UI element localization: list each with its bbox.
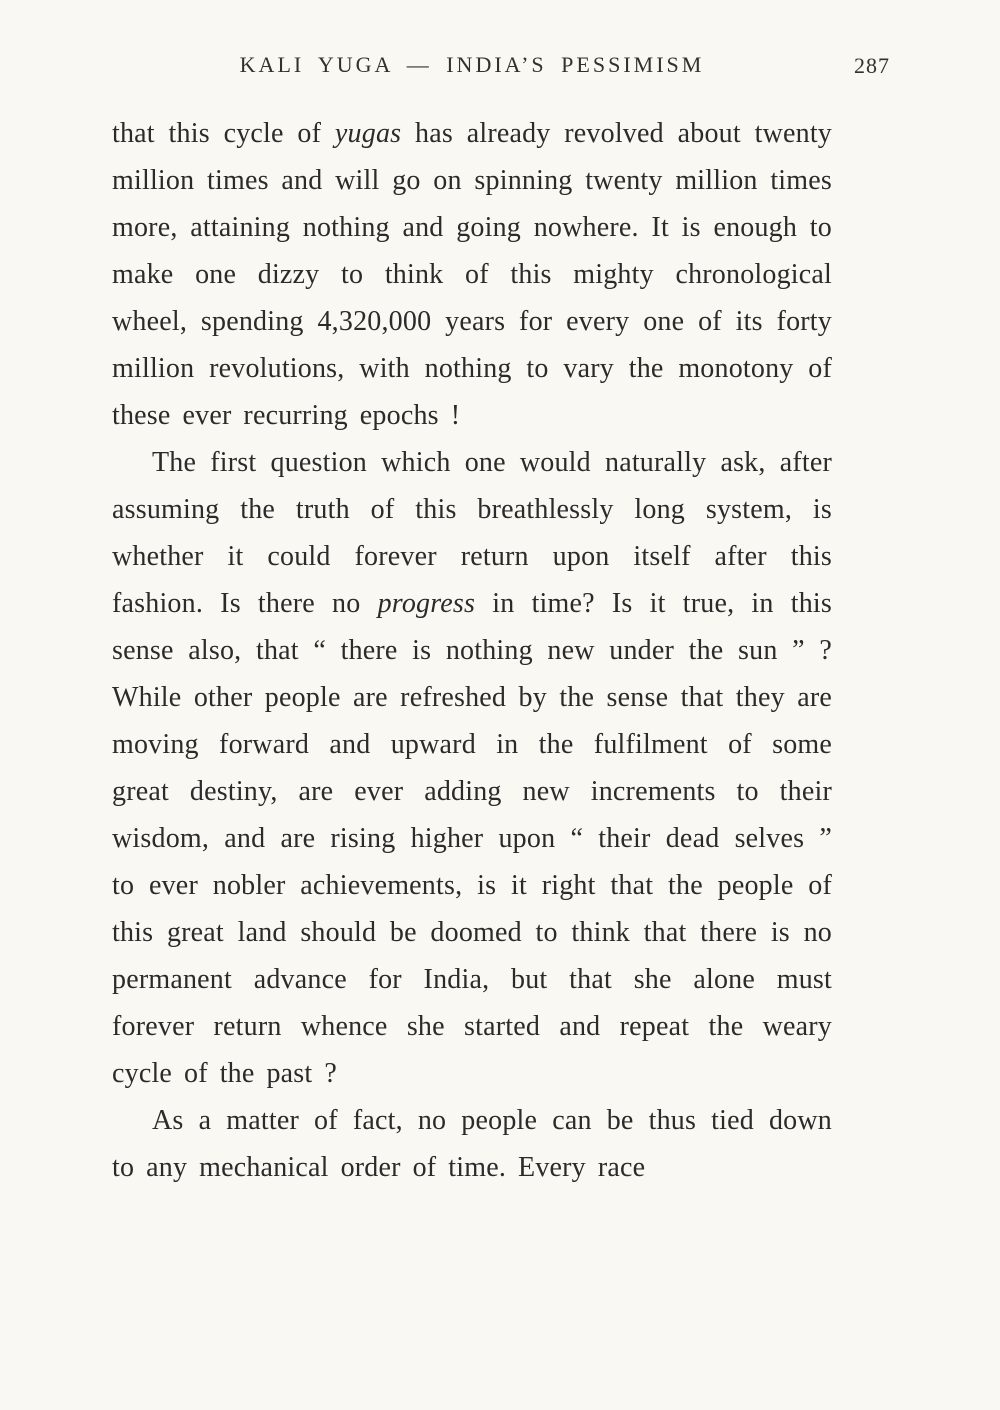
paragraph bbox=[112, 439, 832, 1097]
italic-text: progress bbox=[377, 588, 476, 619]
text-segment: has already revolved about twenty million times and will go on spinning twenty million times more, attaining nothing and going nowhere. It is enough to make one dizzy to think of this mighty chronological wheel, spending 4,320,000 years for every one of its forty million revolutions, with nothing to vary the monotony of these ever recurring epochs ! bbox=[112, 118, 832, 431]
text-segment: that this cycle of bbox=[112, 118, 335, 149]
page-number: 287 bbox=[854, 53, 890, 78]
running-title: KALI YUGA — INDIA’S PESSIMISM bbox=[239, 52, 705, 77]
text-segment: The first question which one would naturally ask, after assuming the truth of this breathlessly long system, is whether it could forever return upon itself after this fashion. Is there no bbox=[112, 447, 832, 619]
italic-text: yugas bbox=[334, 118, 402, 149]
paragraph bbox=[112, 110, 832, 439]
page-header bbox=[112, 52, 890, 92]
text-segment: As a matter of fact, no people can be thus tied down to any mechanical order of time. Every race bbox=[112, 1105, 832, 1183]
paragraph bbox=[112, 1097, 832, 1191]
text-segment: in time? Is it true, in this sense also, that “ there is nothing new under the sun ” ? While other people are refreshed by the sense that they are moving forward and upward in the fulfilment of some great destiny, are ever adding new increments to their wisdom, and are rising higher upon “ their dead selves ” to ever nobler achievements, is it right that the people of this great land should be doomed to think that there is no permanent advance for India, but that she alone must forever return whence she started and repeat the weary cycle of the past ? bbox=[112, 588, 832, 1089]
page-body bbox=[112, 110, 832, 1191]
book-page bbox=[112, 0, 890, 1191]
